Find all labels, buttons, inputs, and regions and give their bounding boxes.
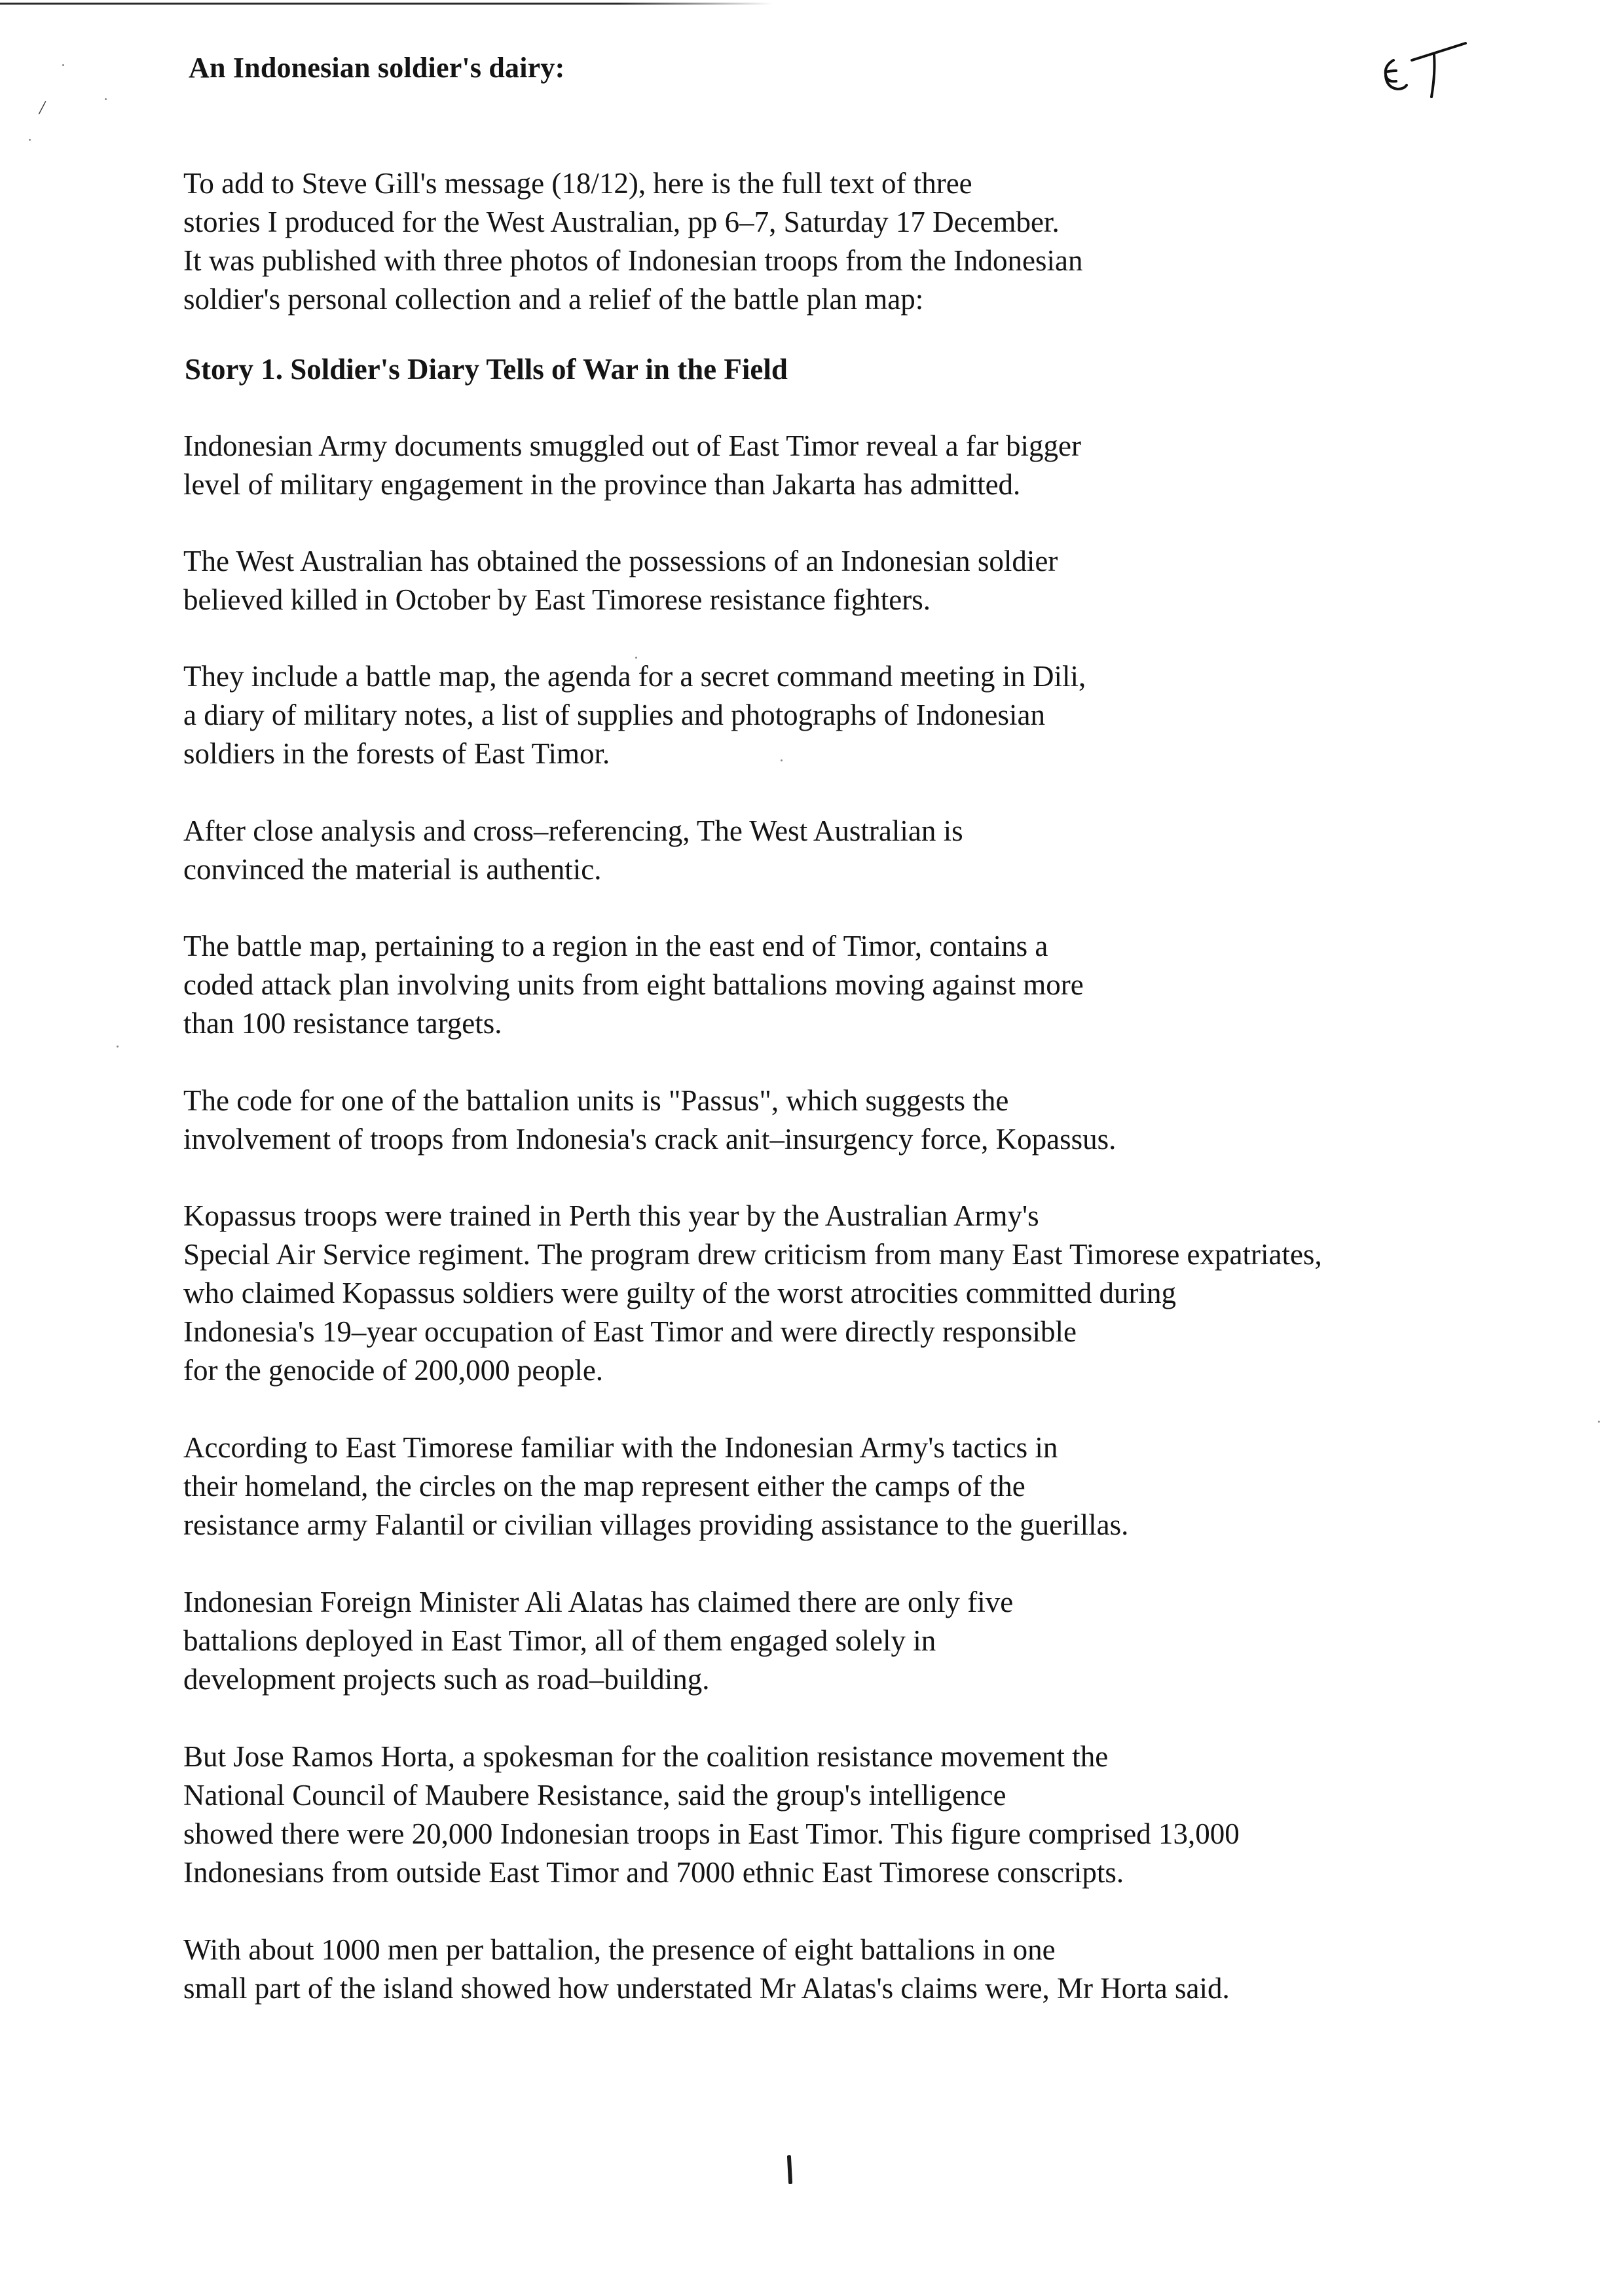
text-line: soldiers in the forests of East Timor. — [183, 737, 610, 770]
handwritten-et-mark — [1374, 34, 1472, 106]
text-line: The West Australian has obtained the possessions of an Indonesian soldier — [183, 545, 1058, 577]
text-line: It was published with three photos of Indonesian troops from the Indonesian — [183, 244, 1083, 277]
text-line: National Council of Maubere Resistance, said the group's intelligence — [183, 1779, 1006, 1812]
text-line: soldier's personal collection and a relief of the battle plan map: — [183, 283, 924, 316]
paragraph — [183, 542, 1506, 619]
text-line: small part of the island showed how understated Mr Alatas's claims were, Mr Horta said. — [183, 1972, 1230, 2005]
paragraph — [183, 657, 1506, 773]
text-line: involvement of troops from Indonesia's crack anit–insurgency force, Kopassus. — [183, 1123, 1116, 1156]
text-line: But Jose Ramos Horta, a spokesman for the coalition resistance movement the — [183, 1740, 1109, 1773]
text-line: With about 1000 men per battalion, the presence of eight battalions in one — [183, 1933, 1056, 1966]
top-border-rule — [0, 3, 773, 5]
paper-speck — [62, 64, 64, 66]
paragraph — [183, 1583, 1506, 1699]
text-line: Special Air Service regiment. The program drew criticism from many East Timorese expatriates, — [183, 1238, 1322, 1271]
text-line: Indonesians from outside East Timor and 7000 ethnic East Timorese conscripts. — [183, 1856, 1124, 1889]
text-line: showed there were 20,000 Indonesian troops in East Timor. This figure comprised 13,000 — [183, 1817, 1240, 1850]
text-line: convinced the material is authentic. — [183, 853, 602, 886]
page-number — [787, 2155, 792, 2184]
text-line: Indonesia's 19–year occupation of East Timor and were directly responsible — [183, 1315, 1077, 1348]
text-line: The code for one of the battalion units is "Passus", which suggests the — [183, 1084, 1009, 1117]
text-line: stories I produced for the West Australian, pp 6–7, Saturday 17 December. — [183, 206, 1060, 238]
paper-speck — [1598, 1421, 1600, 1423]
text-line: battalions deployed in East Timor, all of them engaged solely in — [183, 1624, 936, 1657]
text-line: resistance army Falantil or civilian villages providing assistance to the guerillas. — [183, 1508, 1129, 1541]
text-line: Kopassus troops were trained in Perth this year by the Australian Army's — [183, 1199, 1039, 1232]
paper-speck — [117, 1046, 119, 1048]
story-title: Story 1. Soldier's Diary Tells of War in the Field — [185, 353, 788, 386]
paragraph — [183, 1082, 1506, 1159]
text-line: Indonesian Foreign Minister Ali Alatas has claimed there are only five — [183, 1586, 1014, 1618]
text-line: a diary of military notes, a list of supplies and photographs of Indonesian — [183, 699, 1045, 731]
paragraph — [183, 1197, 1506, 1390]
text-line: Indonesian Army documents smuggled out of East Timor reveal a far bigger — [183, 429, 1081, 462]
text-line: believed killed in October by East Timorese resistance fighters. — [183, 583, 931, 616]
text-line: coded attack plan involving units from eight battalions moving against more — [183, 968, 1084, 1001]
paragraph — [183, 1931, 1506, 2008]
stray-mark: / — [39, 97, 45, 118]
text-line: To add to Steve Gill's message (18/12), here is the full text of three — [183, 167, 972, 200]
text-line: their homeland, the circles on the map represent either the camps of the — [183, 1470, 1025, 1503]
paper-speck — [29, 139, 31, 141]
text-line: According to East Timorese familiar with the Indonesian Army's tactics in — [183, 1431, 1058, 1464]
text-line: for the genocide of 200,000 people. — [183, 1354, 604, 1387]
text-line: development projects such as road–building. — [183, 1663, 710, 1696]
intro-paragraph — [183, 164, 1506, 319]
paragraph — [183, 927, 1506, 1043]
text-line: who claimed Kopassus soldiers were guilty of the worst atrocities committed during — [183, 1277, 1176, 1309]
paragraph — [183, 1738, 1506, 1892]
text-line: The battle map, pertaining to a region in the east end of Timor, contains a — [183, 930, 1048, 962]
text-line: level of military engagement in the province than Jakarta has admitted. — [183, 468, 1021, 501]
document-heading: An Indonesian soldier's dairy: — [189, 52, 565, 84]
paragraph — [183, 1429, 1506, 1544]
paragraph — [183, 427, 1506, 504]
text-line: After close analysis and cross–referencing, The West Australian is — [183, 814, 963, 847]
text-line: than 100 resistance targets. — [183, 1007, 502, 1040]
paragraph — [183, 812, 1506, 889]
text-line: They include a battle map, the agenda for a secret command meeting in Dili, — [183, 660, 1086, 693]
paper-speck — [105, 98, 107, 100]
